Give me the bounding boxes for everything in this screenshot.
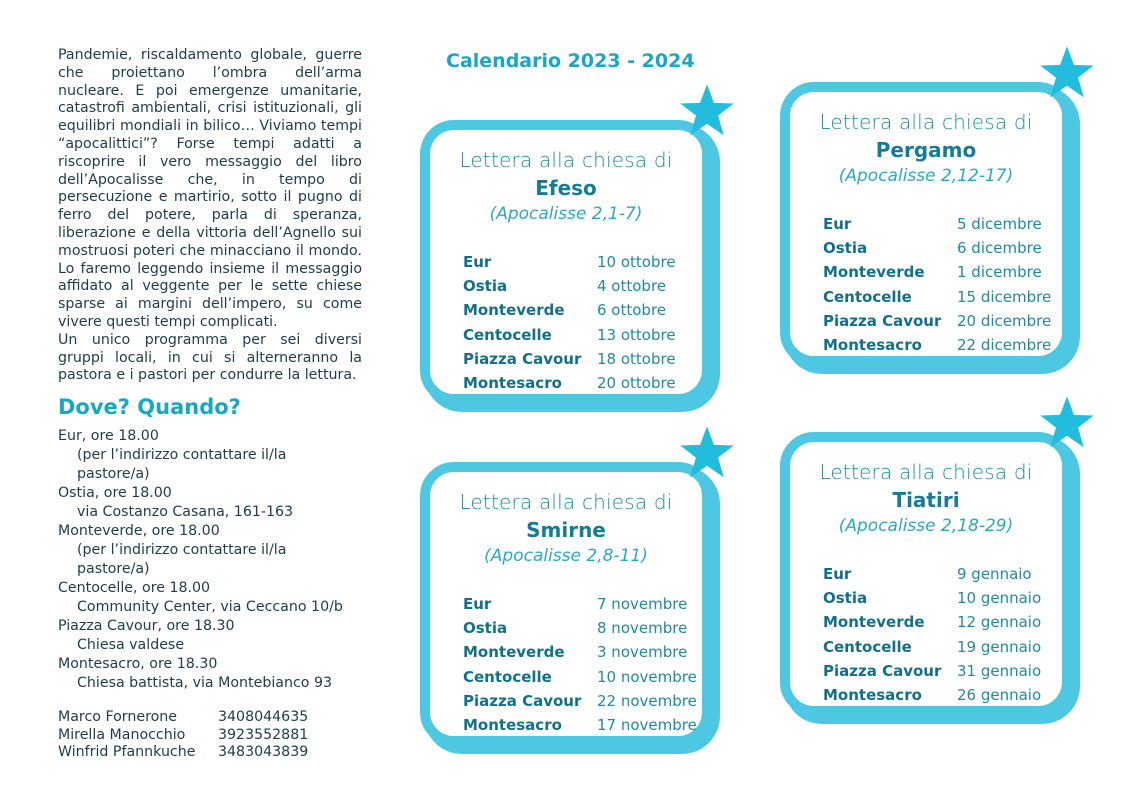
location-main: Monteverde, ore 18.00	[58, 523, 220, 540]
card-heading: Lettera alla chiesa di	[459, 490, 673, 514]
schedule-place: Monteverde	[823, 263, 925, 282]
card-body	[780, 432, 1072, 716]
schedule-date: 8 novembre	[597, 619, 688, 638]
schedule-list	[790, 562, 1062, 707]
schedule-date: 31 gennaio	[957, 661, 1042, 680]
location-detail: (per l’indirizzo contattare il/la pastore/a)	[77, 447, 287, 483]
left-column	[58, 47, 362, 762]
schedule-place: Montesacro	[463, 374, 562, 393]
location-main: Piazza Cavour, ore 18.30	[58, 618, 235, 635]
schedule-date: 19 gennaio	[957, 637, 1042, 656]
schedule-row	[823, 212, 1062, 236]
schedule-row	[823, 683, 1062, 707]
calendar-title: Calendario 2023 - 2024	[446, 50, 695, 72]
card-church-name: Smirne	[526, 518, 606, 542]
schedule-date: 20 ottobre	[597, 374, 676, 393]
schedule-row	[823, 333, 1062, 357]
contact-phone: 3483043839	[218, 744, 309, 761]
schedule-date: 1 dicembre	[957, 263, 1042, 282]
schedule-date: 10 gennaio	[957, 589, 1042, 608]
schedule-date: 10 novembre	[597, 667, 697, 686]
card-body	[420, 462, 712, 746]
card-tiatiri	[780, 432, 1072, 716]
schedule-row	[463, 298, 702, 322]
schedule-date: 12 gennaio	[957, 613, 1042, 632]
schedule-row	[823, 659, 1062, 683]
contact-name: Mirella Manocchio	[58, 726, 186, 743]
schedule-row	[463, 347, 702, 371]
schedule-row	[823, 562, 1062, 586]
schedule-place: Ostia	[463, 277, 508, 296]
schedule-place: Monteverde	[823, 613, 925, 632]
schedule-row	[823, 260, 1062, 284]
schedule-row	[823, 610, 1062, 634]
location-main: Ostia, ore 18.00	[58, 485, 172, 502]
schedule-row	[463, 665, 702, 689]
schedule-date: 10 ottobre	[597, 253, 676, 271]
card-reference: (Apocalisse 2,12-17)	[838, 166, 1014, 186]
schedule-date: 7 novembre	[597, 595, 688, 613]
contact-row	[58, 727, 362, 745]
contacts-list	[58, 709, 362, 762]
location-detail: Chiesa valdese	[77, 637, 185, 654]
card-church-name: Pergamo	[875, 138, 977, 162]
contact-row	[58, 744, 362, 762]
schedule-place: Montesacro	[823, 336, 922, 355]
schedule-date: 26 gennaio	[957, 686, 1042, 705]
schedule-place: Montesacro	[823, 686, 922, 705]
schedule-list	[790, 212, 1062, 357]
contact-phone: 3923552881	[218, 726, 309, 743]
schedule-date: 3 novembre	[597, 643, 688, 662]
schedule-place: Eur	[823, 215, 852, 233]
card-smirne	[420, 462, 712, 746]
card-heading: Lettera alla chiesa di	[459, 148, 673, 172]
card-efeso	[420, 120, 712, 404]
schedule-place: Ostia	[463, 619, 508, 638]
schedule-date: 15 dicembre	[957, 287, 1052, 306]
schedule-row	[823, 309, 1062, 333]
schedule-place: Eur	[463, 595, 492, 613]
card-heading: Lettera alla chiesa di	[819, 110, 1033, 134]
schedule-place: Monteverde	[463, 643, 565, 662]
location-detail: Community Center, via Ceccano 10/b	[77, 599, 343, 616]
star-icon	[678, 82, 736, 140]
intro-paragraph: Un unico programma per sei diversi gruppi locali, in cui si alterneranno la pastora e i pastori per condurre la lettura.	[58, 331, 362, 384]
card-body	[420, 120, 712, 404]
intro-paragraph: Pandemie, riscaldamento globale, guerre che proiettano l’ombra dell’arma nucleare. E poi emergenze umanitarie, catastrofi ambientali, crisi istituzionali, gli equilibri mondiali in bilico… Viviamo tempi “apocalittici”? Forse tempi adatti a riscoprire il vero messaggio del libro dell’Apocalisse che, in tempo di persecuzione e martirio, sotto il pugno di ferro del potere, parla di speranza, liberazione e della vittoria dell’Agnello sui mostruosi poteri che minacciano il mondo. Lo faremo leggendo insieme il messaggio affidato al veggente per le sette chiese sparse ai margini dell’impero, su come vivere questi tempi complicati.	[58, 47, 362, 330]
schedule-row	[463, 689, 702, 713]
schedule-row	[463, 616, 702, 640]
schedule-place: Ostia	[823, 589, 868, 608]
card-church-name: Efeso	[535, 176, 597, 200]
contact-phone: 3408044635	[218, 709, 309, 726]
schedule-row	[823, 236, 1062, 260]
schedule-place: Piazza Cavour	[823, 661, 942, 680]
card-reference: (Apocalisse 2,18-29)	[838, 516, 1014, 536]
contact-name: Winfrid Pfannkuche	[58, 744, 196, 761]
schedule-row	[463, 713, 702, 737]
location-main: Eur, ore 18.00	[58, 428, 159, 445]
card-church-name: Tiatiri	[892, 488, 960, 512]
schedule-date: 9 gennaio	[957, 565, 1032, 583]
card-body	[780, 82, 1072, 366]
star-icon	[1038, 394, 1096, 452]
schedule-row	[463, 250, 702, 274]
schedule-row	[463, 371, 702, 395]
schedule-place: Piazza Cavour	[463, 349, 582, 368]
schedule-place: Centocelle	[463, 325, 552, 344]
location-main: Centocelle, ore 18.00	[58, 580, 211, 597]
schedule-place: Centocelle	[823, 637, 912, 656]
schedule-date: 5 dicembre	[957, 215, 1042, 233]
schedule-row	[823, 586, 1062, 610]
schedule-date: 22 dicembre	[957, 336, 1052, 355]
schedule-date: 6 ottobre	[597, 301, 667, 320]
schedule-date: 4 ottobre	[597, 277, 667, 296]
card-pergamo	[780, 82, 1072, 366]
schedule-row	[823, 635, 1062, 659]
schedule-date: 13 ottobre	[597, 325, 676, 344]
schedule-place: Piazza Cavour	[463, 691, 582, 710]
schedule-row	[463, 274, 702, 298]
schedule-place: Piazza Cavour	[823, 311, 942, 330]
location-detail: via Costanzo Casana, 161-163	[77, 504, 294, 521]
schedule-place: Monteverde	[463, 301, 565, 320]
card-reference: (Apocalisse 2,8-11)	[484, 546, 648, 566]
location-main: Montesacro, ore 18.30	[58, 656, 218, 673]
schedule-place: Montesacro	[463, 716, 562, 735]
schedule-date: 22 novembre	[597, 691, 697, 710]
schedule-row	[463, 592, 702, 616]
schedule-place: Eur	[463, 253, 492, 271]
schedule-date: 18 ottobre	[597, 349, 676, 368]
star-icon	[1038, 44, 1096, 102]
schedule-place: Ostia	[823, 239, 868, 258]
intro-text	[58, 47, 362, 385]
schedule-row	[463, 323, 702, 347]
card-reference: (Apocalisse 2,1-7)	[489, 204, 643, 224]
schedule-date: 6 dicembre	[957, 239, 1042, 258]
card-heading: Lettera alla chiesa di	[819, 460, 1033, 484]
location-detail: Chiesa battista, via Montebianco 93	[77, 675, 333, 692]
schedule-date: 20 dicembre	[957, 311, 1052, 330]
where-when-title: Dove? Quando?	[58, 395, 241, 420]
schedule-list	[430, 592, 702, 737]
schedule-list	[430, 250, 702, 395]
location-detail: (per l’indirizzo contattare il/la pastore/a)	[77, 542, 287, 578]
schedule-place: Centocelle	[463, 667, 552, 686]
schedule-row	[823, 285, 1062, 309]
schedule-row	[463, 640, 702, 664]
schedule-date: 17 novembre	[597, 716, 697, 735]
contact-name: Marco Fornerone	[58, 709, 178, 726]
schedule-place: Centocelle	[823, 287, 912, 306]
star-icon	[678, 424, 736, 482]
contact-row	[58, 709, 362, 727]
locations-list	[58, 427, 362, 693]
schedule-place: Eur	[823, 565, 852, 583]
